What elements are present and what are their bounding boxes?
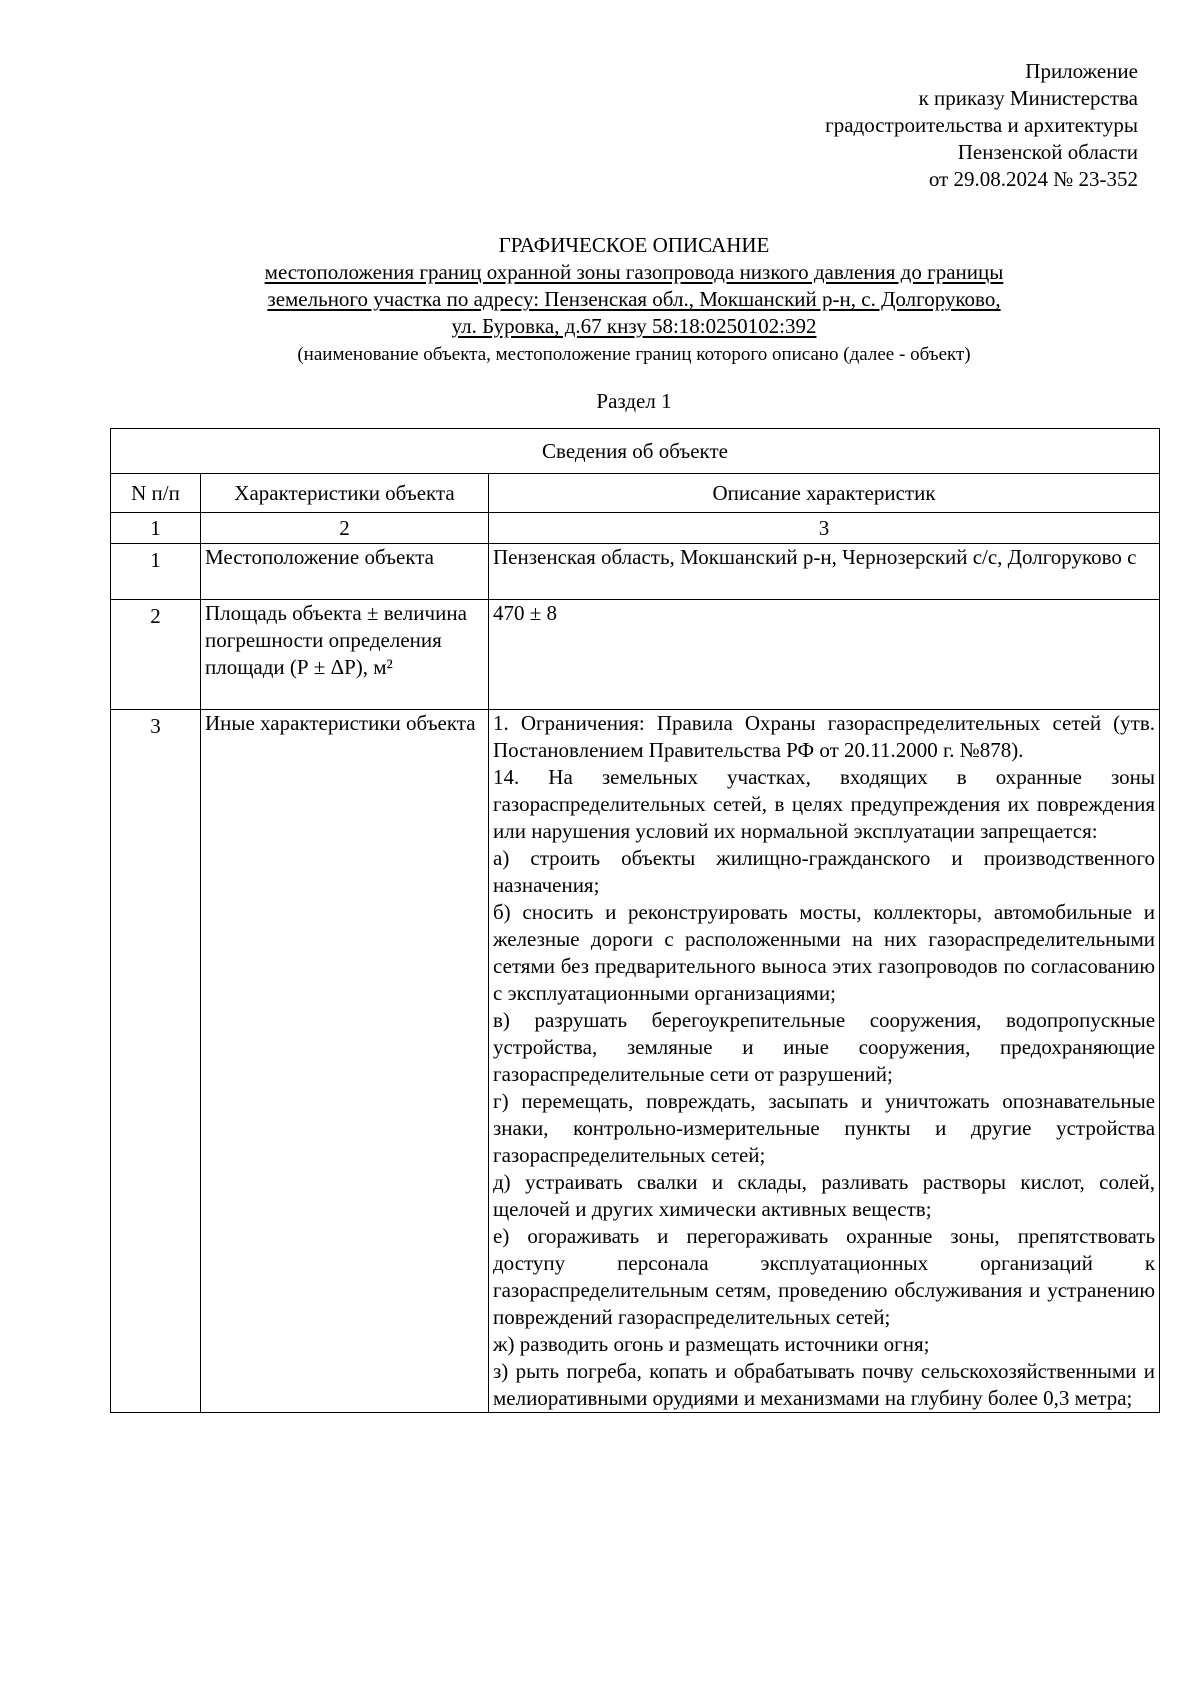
table-row — [111, 710, 1160, 1413]
object-name-line: ул. Буровка, д.67 кнзу 58:18:0250102:392 — [451, 314, 817, 338]
column-number-row — [111, 513, 1160, 544]
row-description: Пензенская область, Мокшанский р-н, Чернозерский с/с, Долгоруково с — [489, 544, 1160, 600]
description-paragraph: в) разрушать берегоукрепительные сооружения, водопропускные устройства, земляные и иные сооружения, предохраняющие газораспределительные сети от разрушений; — [493, 1008, 1156, 1086]
row-number: 1 — [111, 544, 201, 600]
approval-line: градостроительства и архитектуры — [825, 113, 1138, 137]
object-name-line: местоположения границ охранной зоны газопровода низкого давления до границы — [264, 260, 1004, 284]
description-paragraph: г) перемещать, повреждать, засыпать и уничтожать опознавательные знаки, контрольно-измерительные пункты и другие устройства газораспределительных сетей; — [493, 1089, 1156, 1167]
description-paragraph: а) строить объекты жилищно-гражданского и производственного назначения; — [493, 846, 1156, 897]
section-title: Раздел 1 — [596, 389, 672, 413]
approval-date-number: от 29.08.2024 № 23-352 — [928, 167, 1138, 191]
object-name-caption: (наименование объекта, местоположение границ которого описано (далее - объект) — [297, 344, 971, 365]
row-description: 470 ± 8 — [489, 600, 1160, 710]
description-paragraph: д) устраивать свалки и склады, разливать растворы кислот, солей, щелочей и других химически активных веществ; — [493, 1170, 1156, 1221]
table-header-row — [111, 474, 1160, 513]
row-characteristic: Местоположение объекта — [201, 544, 489, 600]
table-row — [111, 544, 1160, 600]
document-title: ГРАФИЧЕСКОЕ ОПИСАНИЕ — [498, 233, 770, 257]
description-paragraph: ж) разводить огонь и размещать источники огня; — [493, 1332, 930, 1356]
description-paragraph: е) огораживать и перегораживать охранные зоны, препятствовать доступу персонала эксплуатационных организаций к газораспределительным сетям, проведению обслуживания и устранению повреждений газораспределительных сетей; — [493, 1224, 1156, 1329]
header-number: N п/п — [111, 474, 201, 513]
column-number: 2 — [201, 513, 489, 544]
description-paragraph: 1. Ограничения: Правила Охраны газораспределительных сетей (утв. Постановлением Правительства РФ от 20.11.2000 г. №878). — [493, 711, 1156, 762]
table-row — [111, 600, 1160, 710]
approval-line: Пензенской области — [957, 140, 1138, 164]
approval-block — [825, 58, 1138, 193]
row-number: 2 — [111, 600, 201, 710]
row-number: 3 — [111, 710, 201, 1413]
approval-line: Приложение — [1025, 59, 1138, 83]
row-characteristic: Площадь объекта ± величина погрешности определения площади (Р ± ΔР), м² — [201, 600, 489, 710]
column-number: 3 — [489, 513, 1160, 544]
table-caption-row — [111, 429, 1160, 474]
table-caption: Сведения об объекте — [111, 429, 1160, 474]
description-paragraph: з) рыть погреба, копать и обрабатывать почву сельскохозяйственными и мелиоративными орудиями и механизмами на глубину более 0,3 метра; — [493, 1359, 1156, 1410]
header-characteristic: Характеристики объекта — [201, 474, 489, 513]
description-paragraph: 14. На земельных участках, входящих в охранные зоны газораспределительных сетей, в целях предупреждения их повреждения или нарушения условий их нормальной эксплуатации запрещается: — [493, 765, 1156, 843]
object-name-line: земельного участка по адресу: Пензенская обл., Мокшанский р-н, с. Долгоруково, — [267, 287, 1001, 311]
column-number: 1 — [111, 513, 201, 544]
approval-line: к приказу Министерства — [918, 86, 1138, 110]
description-paragraph: б) сносить и реконструировать мосты, коллекторы, автомобильные и железные дороги с расположенными на них газораспределительными сетями без предварительного выноса этих газопроводов по согласованию с эксплуатационными организациями; — [493, 900, 1156, 1005]
row-characteristic: Иные характеристики объекта — [201, 710, 489, 1413]
header-description: Описание характеристик — [489, 474, 1160, 513]
object-info-table — [110, 428, 1160, 1413]
row-description — [489, 710, 1160, 1413]
